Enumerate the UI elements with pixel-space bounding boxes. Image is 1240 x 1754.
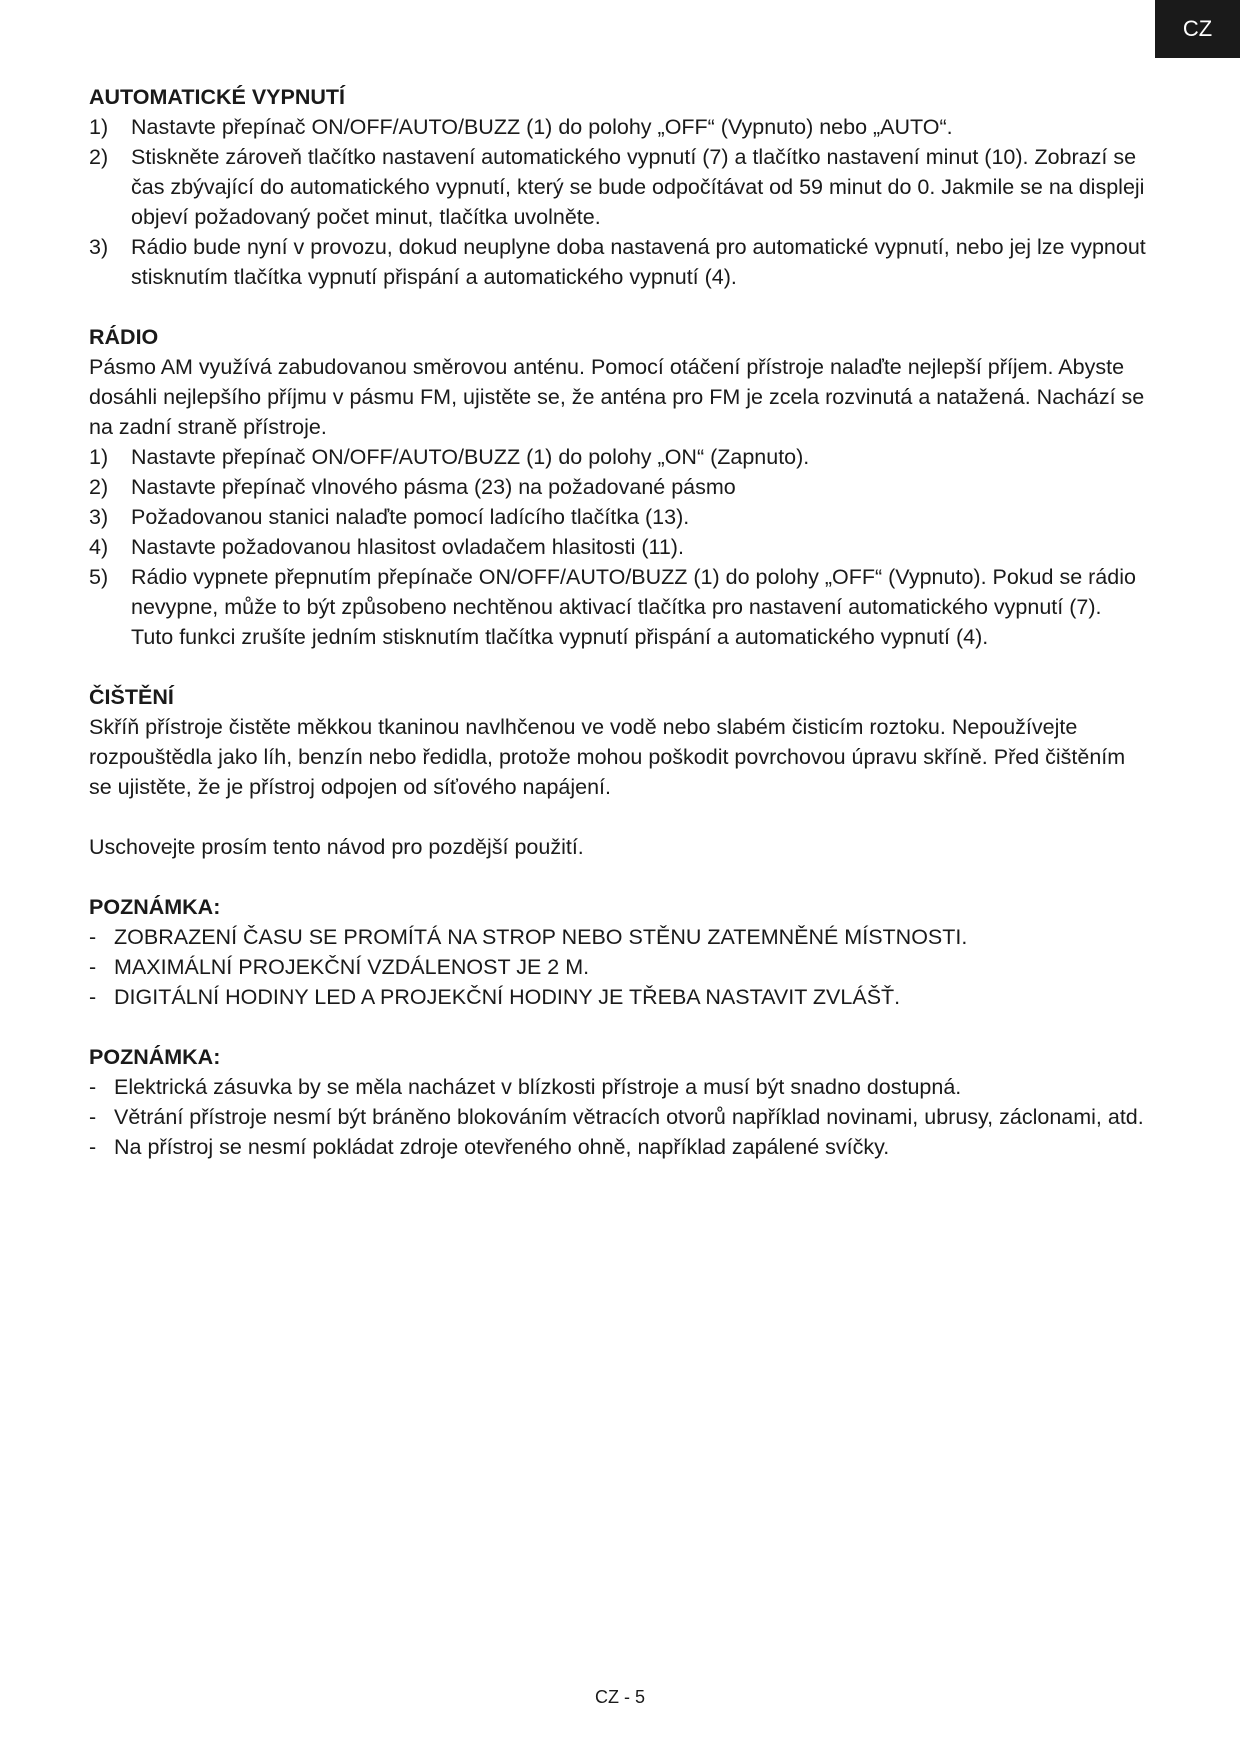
item-text: Elektrická zásuvka by se měla nacházet v blízkosti přístroje a musí být snadno dostupná. bbox=[114, 1075, 962, 1099]
list-item bbox=[89, 502, 1149, 532]
keep-manual-text: Uschovejte prosím tento návod pro pozdější použití. bbox=[89, 835, 584, 859]
page-content bbox=[89, 82, 1149, 1192]
item-text: Větrání přístroje nesmí být bráněno blokováním větracích otvorů například novinami, ubrusy, záclonami, atd. bbox=[114, 1105, 1144, 1129]
dash-list bbox=[89, 1072, 1149, 1162]
list-item bbox=[89, 952, 1149, 982]
dash-bullet: - bbox=[89, 955, 97, 979]
numbered-list bbox=[89, 442, 1149, 652]
item-text: Rádio bude nyní v provozu, dokud neuplyne doba nastavená pro automatické vypnutí, nebo jej lze vypnout stisknutím tlačítka vypnutí přispání a automatického vypnutí (4). bbox=[131, 235, 1146, 289]
item-text: Požadovanou stanici nalaďte pomocí ladícího tlačítka (13). bbox=[131, 505, 690, 529]
item-text: Nastavte přepínač vlnového pásma (23) na požadované pásmo bbox=[131, 475, 736, 499]
item-text: Rádio vypnete přepnutím přepínače ON/OFF/AUTO/BUZZ (1) do polohy „OFF“ (Vypnuto). Pokud se rádio nevypne, může to být způsobeno nechtěnou aktivací tlačítka pro nastavení automatického vypnutí (7). Tuto funkci zrušíte jedním stisknutím tlačítka vypnutí přispání a automatického vypnutí (4). bbox=[131, 565, 1136, 649]
list-item bbox=[89, 562, 1149, 652]
list-item bbox=[89, 142, 1149, 232]
numbered-list bbox=[89, 112, 1149, 292]
section-heading: ČIŠTĚNÍ bbox=[89, 685, 174, 709]
dash-bullet: - bbox=[89, 1075, 97, 1099]
section-radio bbox=[89, 322, 1149, 652]
section-heading: AUTOMATICKÉ VYPNUTÍ bbox=[89, 85, 346, 109]
section-note-2 bbox=[89, 1042, 1149, 1162]
item-text: Na přístroj se nesmí pokládat zdroje otevřeného ohně, například zapálené svíčky. bbox=[114, 1135, 890, 1159]
list-item bbox=[89, 112, 1149, 142]
dash-bullet: - bbox=[89, 985, 97, 1009]
item-text: ZOBRAZENÍ ČASU SE PROMÍTÁ NA STROP NEBO STĚNU ZATEMNĚNÉ MÍSTNOSTI. bbox=[114, 925, 968, 949]
item-text: MAXIMÁLNÍ PROJEKČNÍ VZDÁLENOST JE 2 M. bbox=[114, 955, 590, 979]
list-item bbox=[89, 1072, 1149, 1102]
section-cleaning bbox=[89, 682, 1149, 802]
list-item bbox=[89, 472, 1149, 502]
item-number: 3) bbox=[89, 235, 109, 259]
item-number: 4) bbox=[89, 535, 109, 559]
list-item bbox=[89, 922, 1149, 952]
item-number: 2) bbox=[89, 475, 109, 499]
section-note-1 bbox=[89, 892, 1149, 1012]
section-auto-off bbox=[89, 82, 1149, 292]
list-item bbox=[89, 442, 1149, 472]
dash-bullet: - bbox=[89, 1135, 97, 1159]
section-heading: POZNÁMKA: bbox=[89, 1045, 221, 1069]
item-number: 1) bbox=[89, 445, 109, 469]
item-text: Nastavte přepínač ON/OFF/AUTO/BUZZ (1) do polohy „ON“ (Zapnuto). bbox=[131, 445, 810, 469]
item-number: 1) bbox=[89, 115, 109, 139]
list-item bbox=[89, 232, 1149, 292]
dash-list bbox=[89, 922, 1149, 1012]
cleaning-text: Skříň přístroje čistěte měkkou tkaninou navlhčenou ve vodě nebo slabém čisticím roztoku. Nepoužívejte rozpouštědla jako líh, benzín nebo ředidla, protože mohou poškodit povrchovou úpravu skříně. Před čištěním se ujistěte, že je přístroj odpojen od síťového napájení. bbox=[89, 715, 1126, 799]
radio-intro: Pásmo AM využívá zabudovanou směrovou anténu. Pomocí otáčení přístroje nalaďte nejlepší příjem. Abyste dosáhli nejlepšího příjmu v pásmu FM, ujistěte se, že anténa pro FM je zcela rozvinutá a natažená. Nachází se na zadní straně přístroje. bbox=[89, 355, 1145, 439]
language-tab: CZ bbox=[1155, 0, 1240, 58]
item-number: 3) bbox=[89, 505, 109, 529]
dash-bullet: - bbox=[89, 1105, 97, 1129]
item-number: 2) bbox=[89, 145, 109, 169]
dash-bullet: - bbox=[89, 925, 97, 949]
list-item bbox=[89, 1132, 1149, 1162]
item-text: Nastavte přepínač ON/OFF/AUTO/BUZZ (1) do polohy „OFF“ (Vypnuto) nebo „AUTO“. bbox=[131, 115, 953, 139]
page-number: CZ - 5 bbox=[594, 1687, 645, 1707]
section-heading: RÁDIO bbox=[89, 325, 159, 349]
list-item bbox=[89, 982, 1149, 1012]
section-heading: POZNÁMKA: bbox=[89, 895, 221, 919]
item-number: 5) bbox=[89, 565, 109, 589]
item-text: Nastavte požadovanou hlasitost ovladačem hlasitosti (11). bbox=[131, 535, 684, 559]
item-text: DIGITÁLNÍ HODINY LED A PROJEKČNÍ HODINY JE TŘEBA NASTAVIT ZVLÁŠŤ. bbox=[114, 985, 901, 1009]
list-item bbox=[89, 532, 1149, 562]
list-item bbox=[89, 1102, 1149, 1132]
section-keep-manual bbox=[89, 832, 1149, 862]
item-text: Stiskněte zároveň tlačítko nastavení automatického vypnutí (7) a tlačítko nastavení minut (10). Zobrazí se čas zbývající do automatického vypnutí, který se bude odpočítávat od 59 minut do 0. Jakmile se na displeji objeví požadovaný počet minut, tlačítka uvolněte. bbox=[131, 145, 1145, 229]
